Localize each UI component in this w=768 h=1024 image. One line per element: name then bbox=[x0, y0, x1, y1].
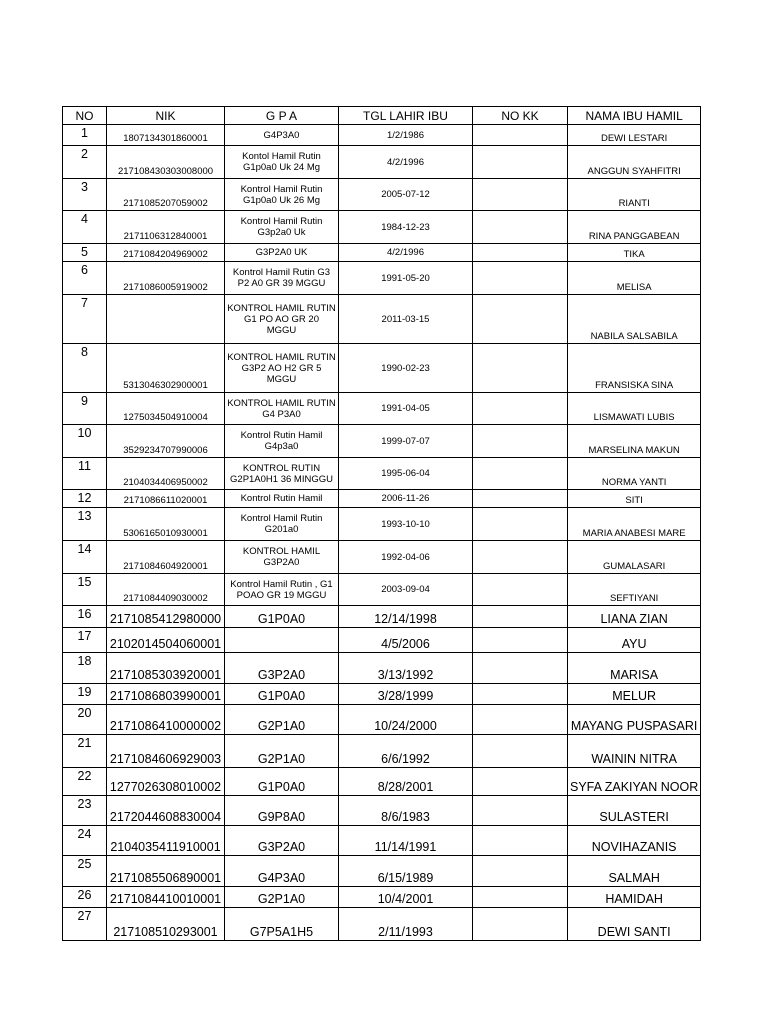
header-tgl-lahir: TGL LAHIR IBU bbox=[339, 107, 473, 125]
row-no: 17 bbox=[63, 628, 107, 653]
row-no: 14 bbox=[63, 541, 107, 574]
row-no: 20 bbox=[63, 705, 107, 735]
no-kk-cell bbox=[473, 393, 568, 425]
table-row bbox=[63, 262, 701, 295]
header-nama-ibu-hamil: NAMA IBU HAMIL bbox=[568, 107, 701, 125]
gpa-cell: G9P8A0 bbox=[225, 796, 339, 826]
nik-cell: 2171084606929003 bbox=[107, 735, 225, 768]
table-row bbox=[63, 458, 701, 490]
table-row bbox=[63, 705, 701, 735]
nik-cell: 217108510293001 bbox=[107, 908, 225, 941]
tgl-lahir-cell: 1993-10-10 bbox=[339, 508, 473, 541]
nik-cell: 5306165010930001 bbox=[107, 508, 225, 541]
nama-ibu-hamil-cell: DEWI LESTARI bbox=[568, 125, 701, 146]
table-row bbox=[63, 628, 701, 653]
no-kk-cell bbox=[473, 705, 568, 735]
table-row bbox=[63, 211, 701, 244]
nama-ibu-hamil-cell: ANGGUN SYAHFITRI bbox=[568, 146, 701, 179]
tgl-lahir-cell: 12/14/1998 bbox=[339, 606, 473, 628]
nama-ibu-hamil-cell: RIANTI bbox=[568, 179, 701, 211]
nama-ibu-hamil-cell: LIANA ZIAN bbox=[568, 606, 701, 628]
tgl-lahir-cell: 1984-12-23 bbox=[339, 211, 473, 244]
table-row bbox=[63, 244, 701, 262]
nik-cell: 2171085303920001 bbox=[107, 653, 225, 684]
gpa-cell: Kontrol Hamil Rutin G1p0a0 Uk 26 Mg bbox=[225, 179, 339, 211]
nik-cell: 5313046302900001 bbox=[107, 344, 225, 393]
gpa-cell: KONTROL HAMIL RUTIN G1 PO AO GR 20 MGGU bbox=[225, 295, 339, 344]
nama-ibu-hamil-cell: SALMAH bbox=[568, 856, 701, 887]
gpa-cell: G2P1A0 bbox=[225, 705, 339, 735]
tgl-lahir-cell: 11/14/1991 bbox=[339, 826, 473, 856]
nama-ibu-hamil-cell: LISMAWATI LUBIS bbox=[568, 393, 701, 425]
row-no: 2 bbox=[63, 146, 107, 179]
nik-cell: 1275034504910004 bbox=[107, 393, 225, 425]
nik-cell: 2171106312840001 bbox=[107, 211, 225, 244]
nama-ibu-hamil-cell: TIKA bbox=[568, 244, 701, 262]
row-no: 3 bbox=[63, 179, 107, 211]
tgl-lahir-cell: 10/24/2000 bbox=[339, 705, 473, 735]
tgl-lahir-cell: 1991-04-05 bbox=[339, 393, 473, 425]
nama-ibu-hamil-cell: SITI bbox=[568, 490, 701, 508]
nik-cell: 1807134301860001 bbox=[107, 125, 225, 146]
row-no: 15 bbox=[63, 574, 107, 606]
nama-ibu-hamil-cell: RINA PANGGABEAN bbox=[568, 211, 701, 244]
row-no: 25 bbox=[63, 856, 107, 887]
nik-cell: 2102014504060001 bbox=[107, 628, 225, 653]
tgl-lahir-cell: 3/28/1999 bbox=[339, 684, 473, 705]
no-kk-cell bbox=[473, 508, 568, 541]
no-kk-cell bbox=[473, 856, 568, 887]
gpa-cell: G3P2A0 bbox=[225, 826, 339, 856]
header-nik: NIK bbox=[107, 107, 225, 125]
no-kk-cell bbox=[473, 908, 568, 941]
table-row bbox=[63, 490, 701, 508]
table-row bbox=[63, 295, 701, 344]
gpa-cell: Kontrol Hamil Rutin G201a0 bbox=[225, 508, 339, 541]
gpa-cell: G2P1A0 bbox=[225, 887, 339, 908]
gpa-cell: KONTROL RUTIN G2P1A0H1 36 MINGGU bbox=[225, 458, 339, 490]
gpa-cell: Kontrol Hamil Rutin G3 P2 A0 GR 39 MGGU bbox=[225, 262, 339, 295]
no-kk-cell bbox=[473, 684, 568, 705]
no-kk-cell bbox=[473, 826, 568, 856]
gpa-cell: G1P0A0 bbox=[225, 606, 339, 628]
table-row bbox=[63, 125, 701, 146]
tgl-lahir-cell: 8/6/1983 bbox=[339, 796, 473, 826]
tgl-lahir-cell: 1991-05-20 bbox=[339, 262, 473, 295]
row-no: 13 bbox=[63, 508, 107, 541]
no-kk-cell bbox=[473, 179, 568, 211]
nik-cell: 2171084204969002 bbox=[107, 244, 225, 262]
row-no: 8 bbox=[63, 344, 107, 393]
tgl-lahir-cell: 2006-11-26 bbox=[339, 490, 473, 508]
table-row bbox=[63, 887, 701, 908]
nama-ibu-hamil-cell: NOVIHAZANIS bbox=[568, 826, 701, 856]
row-no: 22 bbox=[63, 768, 107, 796]
row-no: 26 bbox=[63, 887, 107, 908]
nik-cell: 2171086005919002 bbox=[107, 262, 225, 295]
gpa-cell: G1P0A0 bbox=[225, 684, 339, 705]
table-row bbox=[63, 908, 701, 941]
table-row bbox=[63, 146, 701, 179]
tgl-lahir-cell: 4/5/2006 bbox=[339, 628, 473, 653]
nama-ibu-hamil-cell: DEWI SANTI bbox=[568, 908, 701, 941]
nama-ibu-hamil-cell: AYU bbox=[568, 628, 701, 653]
nama-ibu-hamil-cell: MARIA ANABESI MARE bbox=[568, 508, 701, 541]
tgl-lahir-cell: 1990-02-23 bbox=[339, 344, 473, 393]
no-kk-cell bbox=[473, 490, 568, 508]
nama-ibu-hamil-cell: MAYANG PUSPASARI bbox=[568, 705, 701, 735]
table-row bbox=[63, 735, 701, 768]
no-kk-cell bbox=[473, 262, 568, 295]
row-no: 7 bbox=[63, 295, 107, 344]
tgl-lahir-cell: 1999-07-07 bbox=[339, 425, 473, 458]
row-no: 19 bbox=[63, 684, 107, 705]
no-kk-cell bbox=[473, 425, 568, 458]
nik-cell: 2172044608830004 bbox=[107, 796, 225, 826]
table-row bbox=[63, 425, 701, 458]
tgl-lahir-cell: 1995-06-04 bbox=[339, 458, 473, 490]
gpa-cell: Kontrol Hamil Rutin , G1 POAO GR 19 MGGU bbox=[225, 574, 339, 606]
no-kk-cell bbox=[473, 796, 568, 826]
header-row bbox=[63, 107, 701, 125]
row-no: 24 bbox=[63, 826, 107, 856]
tgl-lahir-cell: 8/28/2001 bbox=[339, 768, 473, 796]
header-no: NO bbox=[63, 107, 107, 125]
no-kk-cell bbox=[473, 211, 568, 244]
gpa-cell: KONTROL HAMIL RUTIN G3P2 AO H2 GR 5 MGGU bbox=[225, 344, 339, 393]
nama-ibu-hamil-cell: SEFTIYANI bbox=[568, 574, 701, 606]
no-kk-cell bbox=[473, 541, 568, 574]
data-table bbox=[62, 106, 701, 941]
nik-cell: 3529234707990006 bbox=[107, 425, 225, 458]
tgl-lahir-cell: 2003-09-04 bbox=[339, 574, 473, 606]
header-no-kk: NO KK bbox=[473, 107, 568, 125]
gpa-cell: G3P2A0 bbox=[225, 653, 339, 684]
nama-ibu-hamil-cell: SULASTERI bbox=[568, 796, 701, 826]
row-no: 1 bbox=[63, 125, 107, 146]
no-kk-cell bbox=[473, 887, 568, 908]
gpa-cell: G1P0A0 bbox=[225, 768, 339, 796]
table-row bbox=[63, 179, 701, 211]
nama-ibu-hamil-cell: MELUR bbox=[568, 684, 701, 705]
nik-cell: 2104034406950002 bbox=[107, 458, 225, 490]
nik-cell: 2171086410000002 bbox=[107, 705, 225, 735]
table-row bbox=[63, 574, 701, 606]
table-row bbox=[63, 768, 701, 796]
tgl-lahir-cell: 2011-03-15 bbox=[339, 295, 473, 344]
tgl-lahir-cell: 3/13/1992 bbox=[339, 653, 473, 684]
nik-cell bbox=[107, 295, 225, 344]
table-row bbox=[63, 541, 701, 574]
nama-ibu-hamil-cell: MARSELINA MAKUN bbox=[568, 425, 701, 458]
row-no: 23 bbox=[63, 796, 107, 826]
row-no: 12 bbox=[63, 490, 107, 508]
tgl-lahir-cell: 4/2/1996 bbox=[339, 244, 473, 262]
no-kk-cell bbox=[473, 125, 568, 146]
nik-cell: 2171084604920001 bbox=[107, 541, 225, 574]
no-kk-cell bbox=[473, 628, 568, 653]
row-no: 18 bbox=[63, 653, 107, 684]
nik-cell: 2104035411910001 bbox=[107, 826, 225, 856]
nama-ibu-hamil-cell: SYFA ZAKIYAN NOOR bbox=[568, 768, 701, 796]
nik-cell: 2171084409030002 bbox=[107, 574, 225, 606]
tgl-lahir-cell: 1/2/1986 bbox=[339, 125, 473, 146]
no-kk-cell bbox=[473, 574, 568, 606]
tgl-lahir-cell: 2005-07-12 bbox=[339, 179, 473, 211]
tgl-lahir-cell: 6/15/1989 bbox=[339, 856, 473, 887]
row-no: 16 bbox=[63, 606, 107, 628]
table-row bbox=[63, 796, 701, 826]
no-kk-cell bbox=[473, 295, 568, 344]
row-no: 6 bbox=[63, 262, 107, 295]
row-no: 4 bbox=[63, 211, 107, 244]
table-row bbox=[63, 606, 701, 628]
gpa-cell: G7P5A1H5 bbox=[225, 908, 339, 941]
no-kk-cell bbox=[473, 146, 568, 179]
nik-cell: 2171085412980000 bbox=[107, 606, 225, 628]
no-kk-cell bbox=[473, 653, 568, 684]
gpa-cell: KONTROL HAMIL G3P2A0 bbox=[225, 541, 339, 574]
gpa-cell: Kontrol Rutin Hamil G4p3a0 bbox=[225, 425, 339, 458]
gpa-cell: Kontrol Hamil Rutin G3p2a0 Uk bbox=[225, 211, 339, 244]
no-kk-cell bbox=[473, 244, 568, 262]
gpa-cell: G4P3A0 bbox=[225, 125, 339, 146]
no-kk-cell bbox=[473, 768, 568, 796]
no-kk-cell bbox=[473, 606, 568, 628]
nama-ibu-hamil-cell: NABILA SALSABILA bbox=[568, 295, 701, 344]
tgl-lahir-cell: 6/6/1992 bbox=[339, 735, 473, 768]
tgl-lahir-cell: 4/2/1996 bbox=[339, 146, 473, 179]
table-row bbox=[63, 393, 701, 425]
no-kk-cell bbox=[473, 344, 568, 393]
nama-ibu-hamil-cell: WAININ NITRA bbox=[568, 735, 701, 768]
row-no: 27 bbox=[63, 908, 107, 941]
nik-cell: 2171086611020001 bbox=[107, 490, 225, 508]
nama-ibu-hamil-cell: MELISA bbox=[568, 262, 701, 295]
nama-ibu-hamil-cell: GUMALASARI bbox=[568, 541, 701, 574]
nama-ibu-hamil-cell: HAMIDAH bbox=[568, 887, 701, 908]
tgl-lahir-cell: 2/11/1993 bbox=[339, 908, 473, 941]
gpa-cell: G4P3A0 bbox=[225, 856, 339, 887]
nik-cell: 217108430303008000 bbox=[107, 146, 225, 179]
gpa-cell: Kontol Hamil Rutin G1p0a0 Uk 24 Mg bbox=[225, 146, 339, 179]
table-row bbox=[63, 344, 701, 393]
nama-ibu-hamil-cell: FRANSISKA SINA bbox=[568, 344, 701, 393]
table-row bbox=[63, 684, 701, 705]
gpa-cell: G2P1A0 bbox=[225, 735, 339, 768]
nama-ibu-hamil-cell: MARISA bbox=[568, 653, 701, 684]
table-row bbox=[63, 653, 701, 684]
row-no: 5 bbox=[63, 244, 107, 262]
nik-cell: 2171084410010001 bbox=[107, 887, 225, 908]
tgl-lahir-cell: 1992-04-06 bbox=[339, 541, 473, 574]
table-row bbox=[63, 856, 701, 887]
gpa-cell: KONTROL HAMIL RUTIN G4 P3A0 bbox=[225, 393, 339, 425]
nik-cell: 2171086803990001 bbox=[107, 684, 225, 705]
tgl-lahir-cell: 10/4/2001 bbox=[339, 887, 473, 908]
nama-ibu-hamil-cell: NORMA YANTI bbox=[568, 458, 701, 490]
table-body bbox=[63, 107, 701, 941]
header-gpa: G P A bbox=[225, 107, 339, 125]
row-no: 21 bbox=[63, 735, 107, 768]
row-no: 9 bbox=[63, 393, 107, 425]
row-no: 10 bbox=[63, 425, 107, 458]
gpa-cell: Kontrol Rutin Hamil bbox=[225, 490, 339, 508]
nik-cell: 1277026308010002 bbox=[107, 768, 225, 796]
nik-cell: 2171085207059002 bbox=[107, 179, 225, 211]
table-row bbox=[63, 826, 701, 856]
no-kk-cell bbox=[473, 735, 568, 768]
row-no: 11 bbox=[63, 458, 107, 490]
table-row bbox=[63, 508, 701, 541]
no-kk-cell bbox=[473, 458, 568, 490]
gpa-cell: G3P2A0 UK bbox=[225, 244, 339, 262]
gpa-cell bbox=[225, 628, 339, 653]
nik-cell: 2171085506890001 bbox=[107, 856, 225, 887]
